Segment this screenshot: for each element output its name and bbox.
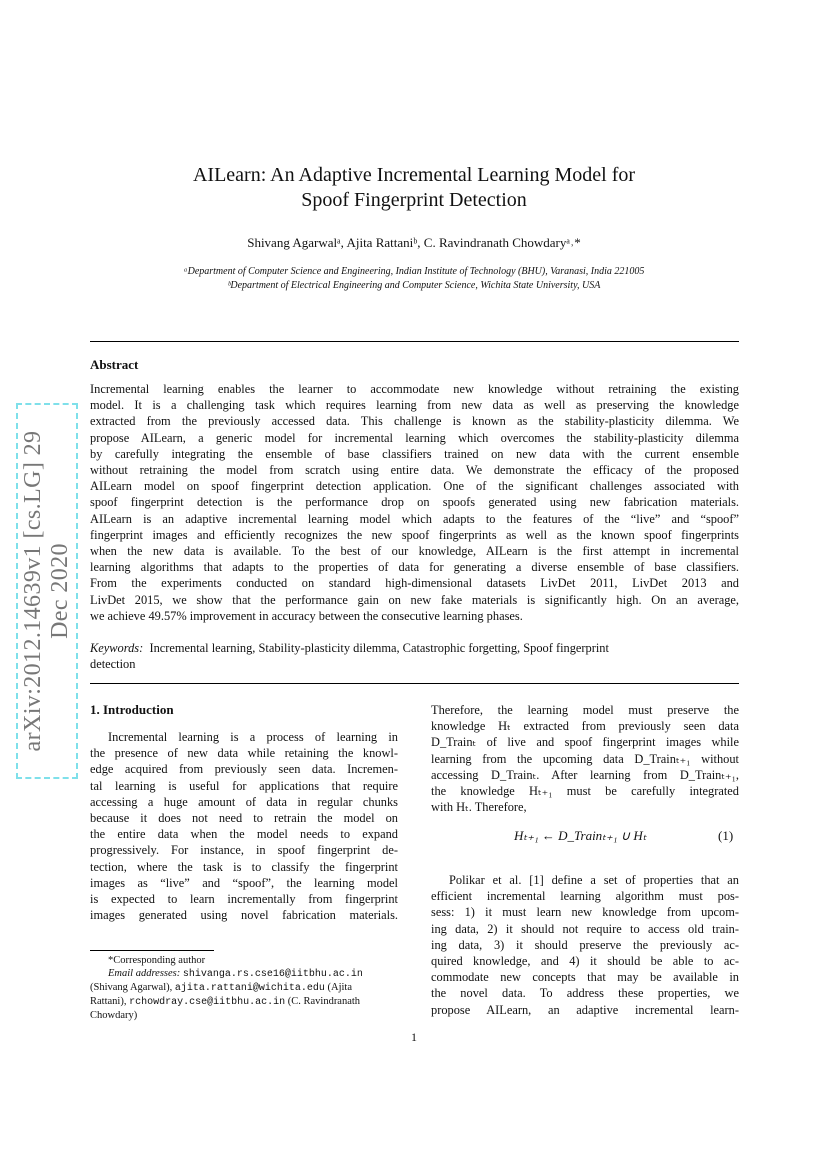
intro-line: accessing D_Trainₜ. After learning from D_Trainₜ₊₁, <box>431 767 739 782</box>
intro-line: progressively. For instance, in spoof fingerprint de- <box>90 843 398 858</box>
abstract-line: AILearn model on spoof fingerprint detection application. One of the significant challenges associated with <box>90 479 739 494</box>
intro-line: D_Trainₜ of live and spoof fingerprint images while <box>431 735 739 750</box>
intro-line: knowledge Hₜ extracted from previously seen data <box>431 719 739 734</box>
intro-line: Polikar et al. [1] define a set of properties that an <box>449 873 739 887</box>
footnote-rule <box>90 950 214 951</box>
abstract-line: without retraining the model from scratch using entire data. We demonstrate the efficacy of the proposed <box>90 463 739 478</box>
equation-number: (1) <box>718 828 734 843</box>
footnote-name: Rattani), <box>90 996 127 1007</box>
keywords-line-2: detection <box>90 657 136 672</box>
intro-line: tal learning is useful for applications that require <box>90 778 398 793</box>
intro-left-column <box>90 729 398 923</box>
intro-line: with Hₜ. Therefore, <box>431 800 527 815</box>
email-label: Email addresses: <box>108 968 181 979</box>
abstract-line: From the experiments conducted on standard high-dimensional datasets LivDet 2011, LivDet 2013 and <box>90 576 739 591</box>
intro-line: is expected to learn incrementally from fingerprint <box>90 892 398 907</box>
footnote-block <box>90 954 400 1022</box>
intro-line: ing data, 2) it should not require to access old train- <box>431 921 739 936</box>
footnote-name: (Shivang Agarwal), <box>90 982 173 993</box>
footnote-name: (C. Ravindranath <box>287 996 361 1007</box>
equation-1: Hₜ₊₁ ← D_Trainₜ₊₁ ∪ Hₜ <box>514 828 647 843</box>
author-list: Shivang Agarwalᵃ, Ajita Rattaniᵇ, C. Ravindranath Chowdaryᵃ˒* <box>247 235 581 250</box>
keywords-line-1: Incremental learning, Stability-plasticity dilemma, Catastrophic forgetting, Spoof fingerprint <box>149 641 609 655</box>
abstract-line: fingerprint images and efficiently recognizes the new spoof fingerprints as well as the known spoof fingerprints <box>90 527 739 542</box>
email-link[interactable]: shivanga.rs.cse16@iitbhu.ac.in <box>182 969 363 980</box>
email-link[interactable]: ajita.rattani@wichita.edu <box>174 983 325 994</box>
page-number: 1 <box>411 1030 417 1044</box>
email-link[interactable]: rchowdray.cse@iitbhu.ac.in <box>129 997 286 1008</box>
intro-line: accessing a huge amount of data in regular chunks <box>90 794 398 809</box>
intro-line: propose AILearn, an adaptive incremental learn- <box>431 1002 739 1017</box>
abstract-line: propose AILearn, a generic model for incremental learning which overcomes the stability-plasticity dilemma <box>90 430 739 445</box>
affiliation-b: ᵇDepartment of Electrical Engineering and Computer Science, Wichita State University, USA <box>227 280 601 291</box>
abstract-top-rule <box>90 341 739 342</box>
intro-line: sess: 1) it must learn new knowledge from upcom- <box>431 905 739 920</box>
intro-line: quired knowledge, and 4) it should be able to ac- <box>431 954 739 969</box>
intro-right-column-top <box>431 702 739 815</box>
intro-line: the novel data. To address these properties, we <box>431 986 739 1001</box>
intro-line: the knowledge Hₜ₊₁ must be carefully integrated <box>431 784 739 799</box>
abstract-heading: Abstract <box>90 357 139 372</box>
abstract-body <box>90 381 739 624</box>
abstract-line: AILearn is an adaptive incremental learning model which adapts to the features of the “live” and “spoof” <box>90 511 739 526</box>
arxiv-identifier-stamp: arXiv:2012.14639v1 [cs.LG] 29 Dec 2020 <box>16 403 78 779</box>
abstract-line: Incremental learning enables the learner to accommodate new knowledge without retraining the existing <box>90 382 739 396</box>
abstract-line: by carefully integrating the ensemble of base classifiers trained on new data with the current ensemble <box>90 446 739 461</box>
abstract-line: learning algorithms that adapts to the properties of data for generating a diverse ensemble of base classifiers. <box>90 560 739 575</box>
introduction-heading: 1. Introduction <box>90 702 174 717</box>
footnote-name: Chowdary) <box>90 1010 138 1021</box>
abstract-bottom-rule <box>90 683 739 684</box>
abstract-line: when the new data is available. To the best of our knowledge, AILearn is the first attempt in incremental <box>90 544 739 559</box>
intro-line: Incremental learning is a process of learning in <box>108 730 398 744</box>
footnote-name: (Ajita <box>327 982 353 993</box>
abstract-line: LivDet 2015, we show that the performance gain on new fake materials is significantly high. On an average, <box>90 592 739 607</box>
abstract-line: model. It is a challenging task which requires learning from new data as well as preserving the knowledge <box>90 398 739 413</box>
intro-line: tection, where the task is to classify the fingerprint <box>90 859 398 874</box>
intro-line: because it does not need to retrain the model on <box>90 811 398 826</box>
intro-line: the entire data when the model needs to expand <box>90 827 398 842</box>
title-line-1: AILearn: An Adaptive Incremental Learning Model for <box>192 164 636 186</box>
abstract-line: spoof fingerprint detection is the performance drop on spoofs generated using new fabrication materials. <box>90 495 739 510</box>
intro-line: ing data, 3) it should preserve the previously ac- <box>431 937 739 952</box>
intro-line: images generated using novel fabrication materials. <box>90 908 398 923</box>
intro-right-column-bottom <box>431 872 739 1018</box>
abstract-line: we achieve 49.57% improvement in accuracy between the consecutive learning phases. <box>90 608 523 623</box>
affiliation-a: ᵃDepartment of Computer Science and Engineering, Indian Institute of Technology (BHU), Varanasi, India 221005 <box>183 266 645 277</box>
title-line-2: Spoof Fingerprint Detection <box>301 189 527 211</box>
intro-line: commodate new concepts that may be available in <box>431 970 739 985</box>
paper-title <box>0 163 828 213</box>
intro-line: images as “live” and “spoof”, the learning model <box>90 875 398 890</box>
intro-line: edge acquired from previously seen data. Incremen- <box>90 762 398 777</box>
intro-line: Therefore, the learning model must preserve the <box>431 703 739 717</box>
intro-line: efficient incremental learning algorithm must pos- <box>431 889 739 904</box>
intro-line: learning from the upcoming data D_Trainₜ₊₁ without <box>431 751 739 766</box>
keywords-block <box>90 640 739 672</box>
abstract-line: extracted from the previously accessed data. This challenge is known as the stability-plasticity dilemma. We <box>90 414 739 429</box>
corresponding-author-note: *Corresponding author <box>108 955 206 966</box>
keywords-label: Keywords: <box>90 641 144 655</box>
intro-line: the presence of new data while retaining the knowl- <box>90 746 398 761</box>
